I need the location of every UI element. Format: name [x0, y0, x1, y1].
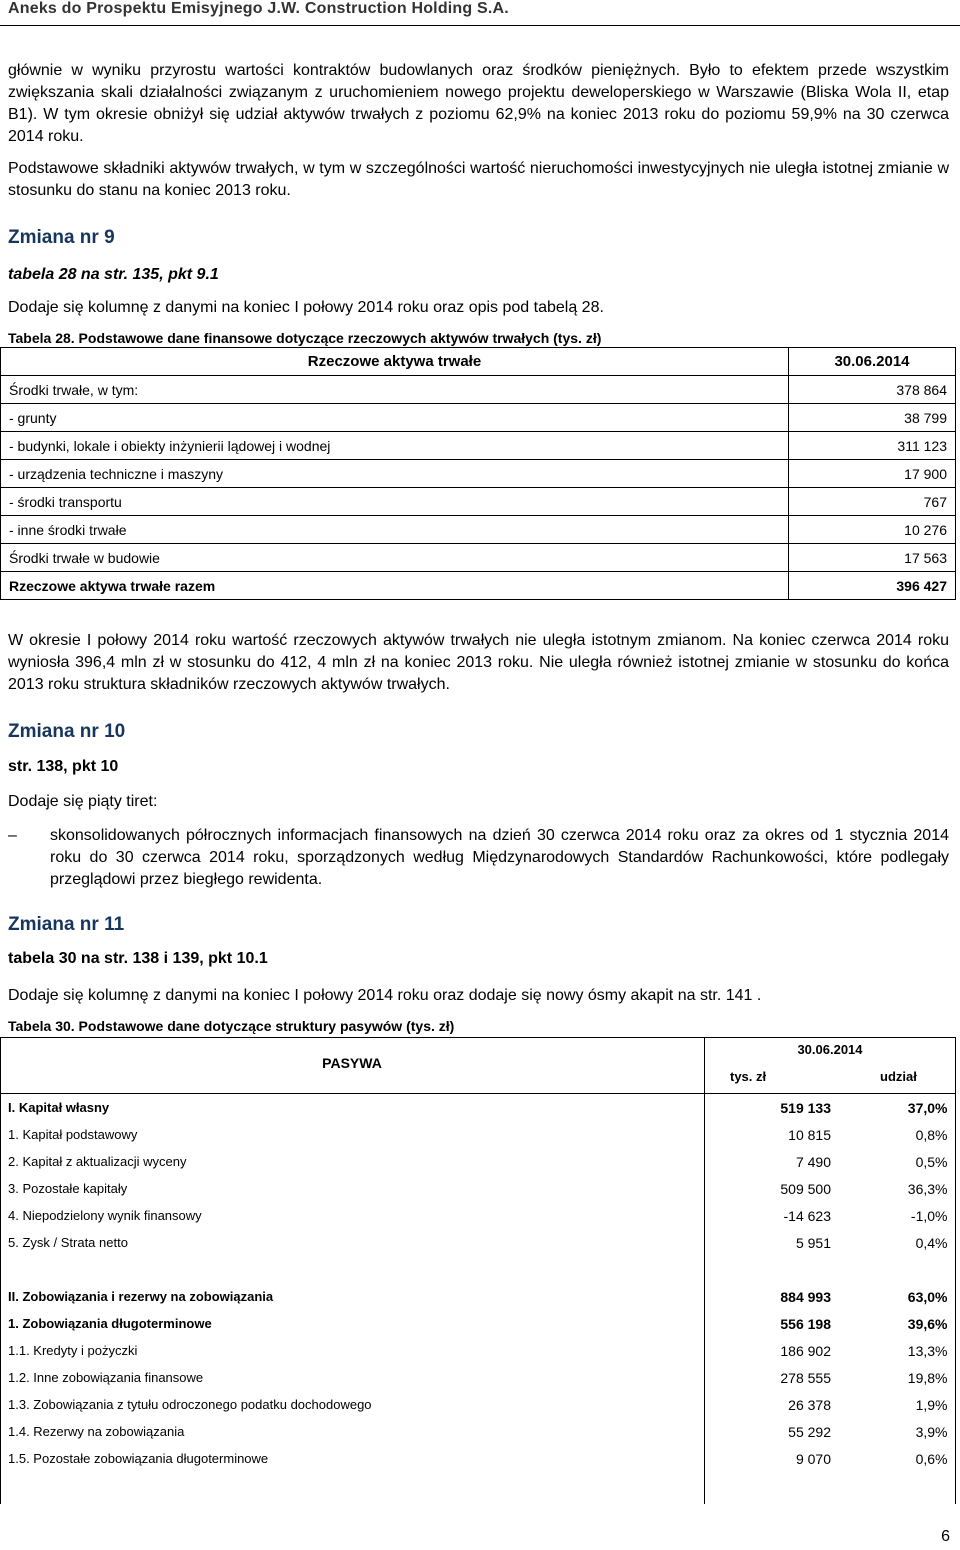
dash-bullet-icon: – — [8, 827, 17, 844]
table-row: 4. Niepodzielony wynik finansowy -14 623 -1,0% — [0, 1202, 956, 1229]
change-11-ref: tabela 30 na str. 138 i 139, pkt 10.1 — [8, 950, 268, 967]
table-row: - urządzenia techniczne i maszyny 17 900 — [1, 460, 956, 488]
header-divider — [0, 25, 960, 26]
table-28-col-label: Rzeczowe aktywa trwałe — [1, 348, 789, 376]
table-30-sub-share: udział — [880, 1069, 917, 1084]
table-30-col-date: 30.06.2014 — [797, 1042, 863, 1057]
change-11-desc: Dodaje się kolumnę z danymi na koniec I połowy 2014 roku oraz dodaje się nowy ósmy akapit na str. 141 . — [8, 987, 762, 1004]
table-28-caption: Tabela 28. Podstawowe dane finansowe dotyczące rzeczowych aktywów trwałych (tys. zł) — [8, 330, 602, 346]
table-row: - inne środki trwałe 10 276 — [1, 516, 956, 544]
table-28-comment: W okresie I połowy 2014 roku wartość rzeczowych aktywów trwałych nie uległa istotnym zmianom. Na koniec czerwca 2014 roku wyniosła 396,4 mln zł w stosunku do 412, 4 mln zł na koniec 2013 roku. Nie uległa również istotnej zmianie w stosunku do końca 2013 roku struktura składników rzeczowych aktywów trwałych. — [8, 632, 949, 693]
table-row: 3. Pozostałe kapitały 509 500 36,3% — [0, 1175, 956, 1202]
table-row: - grunty 38 799 — [1, 404, 956, 432]
table-row: 1.3. Zobowiązania z tytułu odroczonego podatku dochodowego 26 378 1,9% — [0, 1391, 956, 1418]
table-28-col-date: 30.06.2014 — [789, 348, 956, 376]
table-30-sub-value: tys. zł — [730, 1069, 767, 1084]
change-9-title: Zmiana nr 9 — [8, 227, 115, 248]
table-row: 1.2. Inne zobowiązania finansowe 278 555 19,8% — [0, 1364, 956, 1391]
change-10-bullet: skonsolidowanych półrocznych informacjach finansowych na dzień 30 czerwca 2014 roku oraz za okres od 1 stycznia 2014 roku do 30 czerwca 2014 roku, sporządzonych według Międzynarodowych Standardów Rachunkowości, które podlegały przeglądowi przez biegłego rewidenta. — [50, 827, 949, 888]
table-row: I. Kapitał własny 519 133 37,0% — [0, 1094, 956, 1121]
paragraph-2: Podstawowe składniki aktywów trwałych, w tym w szczególności wartość nieruchomości inwestycyjnych nie uległa istotnej zmianie w stosunku do stanu na koniec 2013 roku. — [8, 160, 949, 199]
table-row: 1.5. Pozostałe zobowiązania długoterminowe 9 070 0,6% — [0, 1445, 956, 1472]
table-30-caption: Tabela 30. Podstawowe dane dotyczące struktury pasywów (tys. zł) — [8, 1018, 455, 1034]
paragraph-1: głównie w wyniku przyrostu wartości kontraktów budowlanych oraz środków pieniężnych. Było to efektem przede wszystkim zwiększania skali działalności związanym z uruchomieniem nowego projektu deweloperskiego w Warszawie (Bliska Wola II, etap B1). W tym okresie obniżył się udział aktywów trwałych z poziomu 62,9% na koniec 2013 roku do poziomu 59,9% na 30 czerwca 2014 roku. — [8, 62, 949, 145]
table-row: Środki trwałe w budowie 17 563 — [1, 544, 956, 572]
table-row: II. Zobowiązania i rezerwy na zobowiązania 884 993 63,0% — [0, 1283, 956, 1310]
change-10-title: Zmiana nr 10 — [8, 721, 126, 742]
table-row-total: Rzeczowe aktywa trwałe razem 396 427 — [1, 572, 956, 600]
table-row: 1.1. Kredyty i pożyczki 186 902 13,3% — [0, 1337, 956, 1364]
table-row: 1. Kapitał podstawowy 10 815 0,8% — [0, 1121, 956, 1148]
document-header: Aneks do Prospektu Emisyjnego J.W. Construction Holding S.A. — [8, 0, 509, 17]
table-row: 1.4. Rezerwy na zobowiązania 55 292 3,9% — [0, 1418, 956, 1445]
table-row: - środki transportu 767 — [1, 488, 956, 516]
change-10-ref: str. 138, pkt 10 — [8, 758, 119, 775]
table-row: - budynki, lokale i obiekty inżynierii lądowej i wodnej 311 123 — [1, 432, 956, 460]
table-row: 5. Zysk / Strata netto 5 951 0,4% — [0, 1229, 956, 1256]
change-10-desc: Dodaje się piąty tiret: — [8, 793, 158, 810]
table-row: 2. Kapitał z aktualizacji wyceny 7 490 0,5% — [0, 1148, 956, 1175]
table-row: 1. Zobowiązania długoterminowe 556 198 39,6% — [0, 1310, 956, 1337]
table-row: Środki trwałe, w tym: 378 864 — [1, 376, 956, 404]
page-number: 6 — [941, 1528, 950, 1545]
table-30 — [0, 1094, 956, 1472]
change-9-ref: tabela 28 na str. 135, pkt 9.1 — [8, 266, 219, 283]
table-28 — [0, 347, 956, 600]
table-row-spacer — [0, 1256, 956, 1283]
change-9-desc: Dodaje się kolumnę z danymi na koniec I połowy 2014 roku oraz opis pod tabelą 28. — [8, 299, 604, 316]
table-30-col-pasywa: PASYWA — [322, 1055, 382, 1071]
change-11-title: Zmiana nr 11 — [8, 914, 125, 935]
